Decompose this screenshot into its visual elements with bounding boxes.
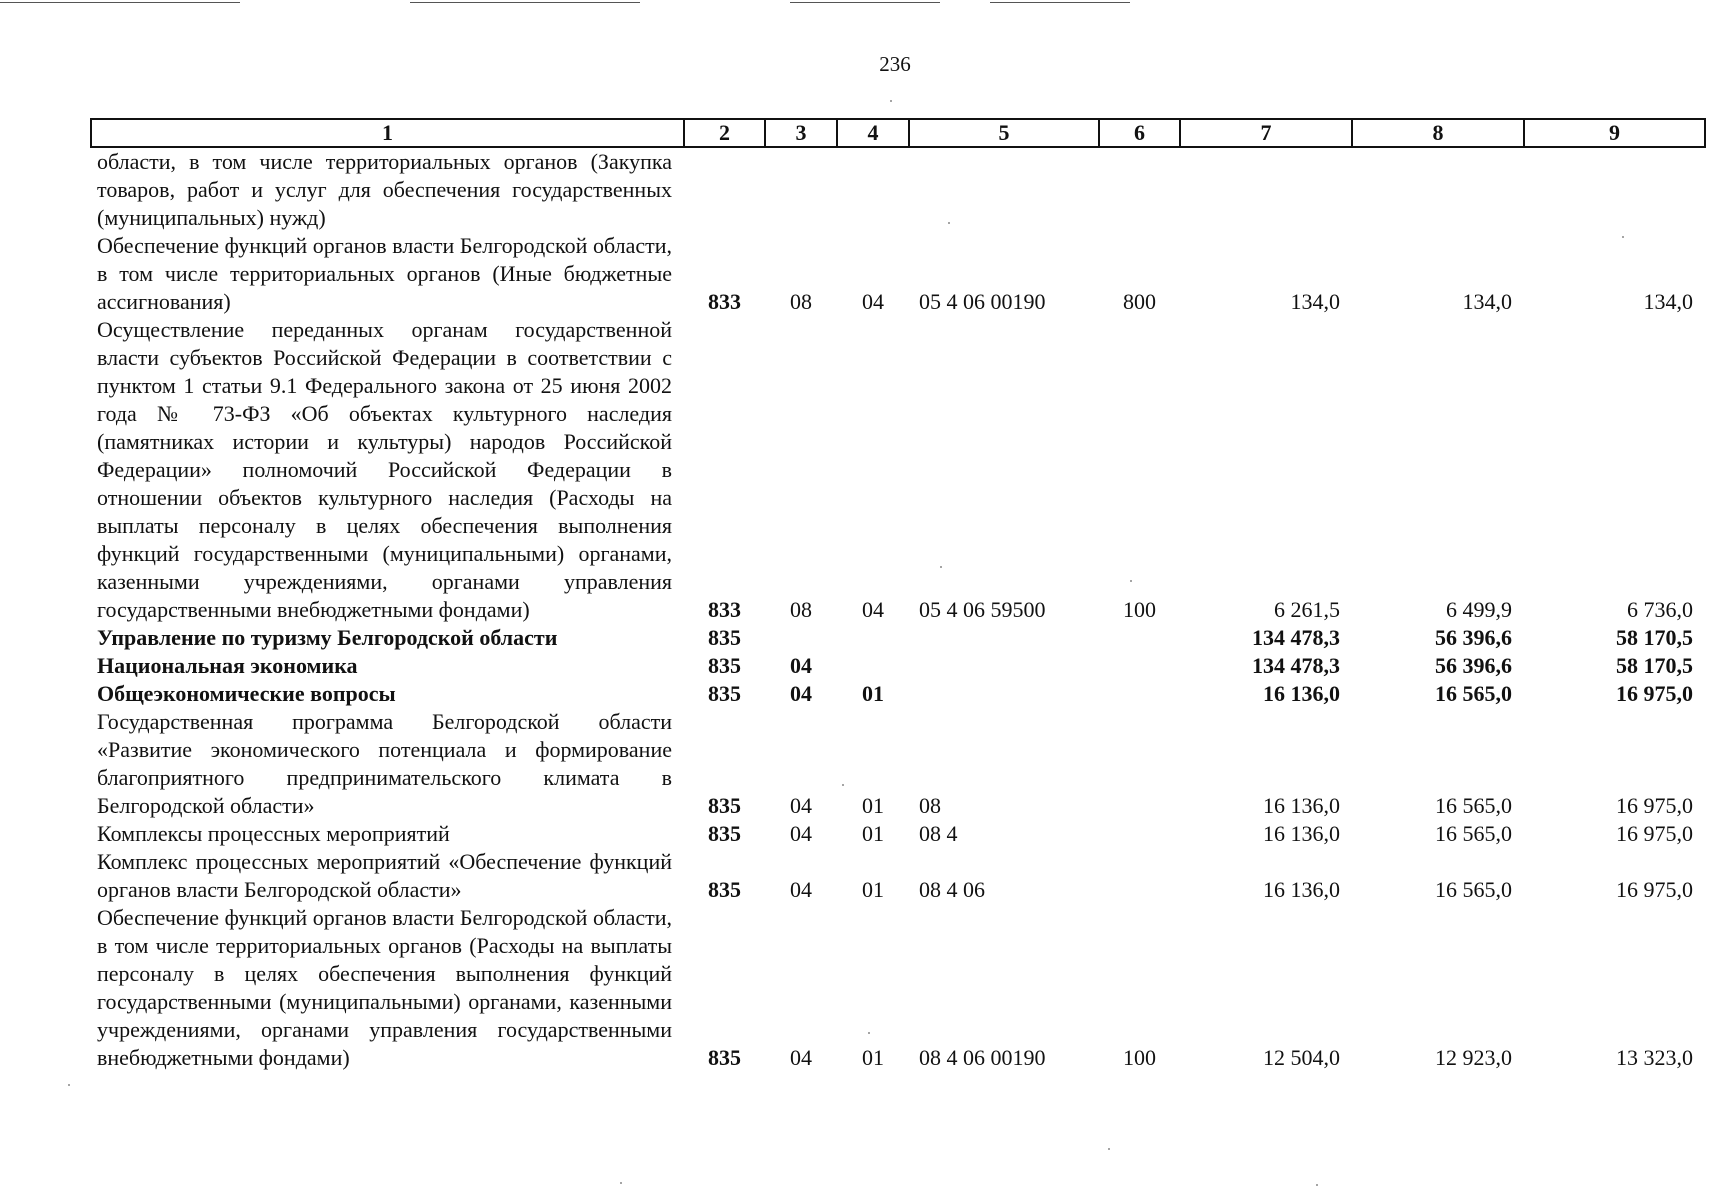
scan-edge-line xyxy=(790,2,940,3)
table-row xyxy=(91,848,1705,904)
header-col-7: 7 xyxy=(1180,119,1352,147)
cell-amount-year-2: 56 396,6 xyxy=(1435,625,1512,650)
cell-expense-type: 800 xyxy=(1123,289,1156,314)
cell-ministry-code: 835 xyxy=(708,793,741,818)
cell-target-article: 08 4 06 00190 xyxy=(919,1045,1046,1070)
cell-target-article: 08 4 xyxy=(919,821,958,846)
cell-section: 08 xyxy=(790,597,812,622)
cell-description: Общеэкономические вопросы xyxy=(97,681,396,706)
scan-speck xyxy=(1316,1184,1318,1186)
cell-section xyxy=(765,147,837,232)
cell-target-article xyxy=(909,680,1099,708)
table-header xyxy=(91,119,1705,147)
cell-amount-year-1: 16 136,0 xyxy=(1263,793,1340,818)
cell-subsection: 01 xyxy=(862,681,884,706)
cell-amount-year-2 xyxy=(1352,147,1524,232)
cell-description: Управление по туризму Белгородской области xyxy=(97,625,558,650)
cell-description: Обеспечение функций органов власти Белгородской области, в том числе территориальных органов (Иные бюджетные ассигнования) xyxy=(97,233,672,314)
cell-target-article: 08 xyxy=(919,793,941,818)
scan-edge-line xyxy=(990,2,1130,3)
cell-subsection: 04 xyxy=(862,289,884,314)
header-col-2: 2 xyxy=(684,119,765,147)
cell-section: 04 xyxy=(790,1045,812,1070)
cell-target-article: 05 4 06 00190 xyxy=(919,289,1046,314)
cell-amount-year-3: 13 323,0 xyxy=(1616,1045,1693,1070)
cell-amount-year-2: 16 565,0 xyxy=(1435,821,1512,846)
cell-amount-year-2: 16 565,0 xyxy=(1435,681,1512,706)
scan-speck xyxy=(1130,580,1132,582)
cell-amount-year-3: 134,0 xyxy=(1643,289,1693,314)
cell-ministry-code: 833 xyxy=(708,289,741,314)
cell-section: 04 xyxy=(790,877,812,902)
cell-amount-year-2: 16 565,0 xyxy=(1435,793,1512,818)
cell-target-article xyxy=(909,652,1099,680)
scan-edge-line xyxy=(0,2,240,3)
cell-subsection xyxy=(837,147,909,232)
cell-description: Национальная экономика xyxy=(97,653,358,678)
header-col-9: 9 xyxy=(1524,119,1705,147)
header-col-1: 1 xyxy=(91,119,684,147)
cell-subsection: 01 xyxy=(862,821,884,846)
cell-expense-type xyxy=(1099,820,1180,848)
header-col-5: 5 xyxy=(909,119,1099,147)
cell-description: Комплексы процессных мероприятий xyxy=(97,821,450,846)
cell-target-article: 08 4 06 xyxy=(919,877,985,902)
cell-description: Осуществление переданных органам государственной власти субъектов Российской Федерации в соответствии с пунктом 1 статьи 9.1 Федерального закона от 25 июня 2002 года № 73-ФЗ «Об объектах культурного наследия (памятниках истории и культуры) народов Российской Федерации» полномочий Российской Федерации в отношении объектов культурного наследия (Расходы на выплаты персоналу в целях обеспечения выполнения функций государственными (муниципальными) органами, казенными учреждениями, органами управления государственными внебюджетными фондами) xyxy=(97,317,672,622)
cell-amount-year-3: 58 170,5 xyxy=(1616,653,1693,678)
cell-target-article xyxy=(909,147,1099,232)
cell-ministry-code: 835 xyxy=(708,653,741,678)
header-col-8: 8 xyxy=(1352,119,1524,147)
cell-amount-year-1: 134 478,3 xyxy=(1252,653,1340,678)
cell-section: 04 xyxy=(790,793,812,818)
header-col-6: 6 xyxy=(1099,119,1180,147)
table-row xyxy=(91,232,1705,316)
table-row xyxy=(91,316,1705,624)
cell-subsection: 01 xyxy=(862,1045,884,1070)
cell-subsection xyxy=(837,624,909,652)
scan-speck xyxy=(948,222,950,224)
cell-amount-year-1 xyxy=(1180,147,1352,232)
budget-table xyxy=(90,118,1706,1072)
cell-expense-type: 100 xyxy=(1123,1045,1156,1070)
table-row xyxy=(91,904,1705,1072)
scan-speck xyxy=(940,566,942,568)
cell-section: 04 xyxy=(790,653,812,678)
cell-amount-year-3: 16 975,0 xyxy=(1616,877,1693,902)
header-col-4: 4 xyxy=(837,119,909,147)
scan-speck xyxy=(1108,1148,1110,1150)
cell-subsection: 01 xyxy=(862,877,884,902)
scan-speck xyxy=(1622,236,1624,238)
cell-ministry-code: 835 xyxy=(708,625,741,650)
cell-description: Обеспечение функций органов власти Белгородской области, в том числе территориальных органов (Расходы на выплаты персоналу в целях обеспечения выполнения функций государственными (муниципальными) органами, казенными учреждениями, органами управления государственными внебюджетными фондами) xyxy=(97,905,672,1070)
cell-amount-year-2: 16 565,0 xyxy=(1435,877,1512,902)
cell-amount-year-3: 6 736,0 xyxy=(1627,597,1693,622)
cell-amount-year-1: 134 478,3 xyxy=(1252,625,1340,650)
cell-amount-year-2: 12 923,0 xyxy=(1435,1045,1512,1070)
cell-section xyxy=(765,624,837,652)
cell-description: Государственная программа Белгородской области «Развитие экономического потенциала и формирование благоприятного предпринимательского климата в Белгородской области» xyxy=(97,709,672,818)
table-row xyxy=(91,147,1705,232)
cell-amount-year-1: 16 136,0 xyxy=(1263,877,1340,902)
cell-amount-year-1: 134,0 xyxy=(1290,289,1340,314)
cell-expense-type xyxy=(1099,708,1180,820)
cell-amount-year-1: 16 136,0 xyxy=(1263,821,1340,846)
cell-expense-type xyxy=(1099,680,1180,708)
cell-section: 08 xyxy=(790,289,812,314)
scan-speck xyxy=(620,1182,622,1184)
page-number: 236 xyxy=(879,52,911,76)
cell-subsection xyxy=(837,652,909,680)
scan-speck xyxy=(868,1032,870,1034)
cell-subsection: 04 xyxy=(862,597,884,622)
cell-section: 04 xyxy=(790,821,812,846)
scan-speck xyxy=(842,784,844,786)
cell-ministry-code: 833 xyxy=(708,597,741,622)
cell-section: 04 xyxy=(790,681,812,706)
cell-amount-year-3: 58 170,5 xyxy=(1616,625,1693,650)
cell-amount-year-1: 12 504,0 xyxy=(1263,1045,1340,1070)
table-row xyxy=(91,820,1705,848)
table-body xyxy=(91,147,1705,1072)
cell-ministry-code: 835 xyxy=(708,821,741,846)
cell-amount-year-2: 134,0 xyxy=(1462,289,1512,314)
cell-expense-type xyxy=(1099,624,1180,652)
header-col-3: 3 xyxy=(765,119,837,147)
cell-expense-type xyxy=(1099,147,1180,232)
cell-target-article: 05 4 06 59500 xyxy=(919,597,1046,622)
cell-target-article xyxy=(909,624,1099,652)
header-row xyxy=(91,119,1705,147)
cell-subsection: 01 xyxy=(862,793,884,818)
cell-ministry-code xyxy=(684,147,765,232)
cell-amount-year-3: 16 975,0 xyxy=(1616,681,1693,706)
table-row xyxy=(91,624,1705,652)
cell-amount-year-3: 16 975,0 xyxy=(1616,793,1693,818)
table-row xyxy=(91,680,1705,708)
cell-expense-type: 100 xyxy=(1123,597,1156,622)
table-row xyxy=(91,652,1705,680)
cell-expense-type xyxy=(1099,848,1180,904)
cell-amount-year-3 xyxy=(1524,147,1705,232)
cell-ministry-code: 835 xyxy=(708,681,741,706)
cell-amount-year-2: 6 499,9 xyxy=(1446,597,1512,622)
cell-expense-type xyxy=(1099,652,1180,680)
cell-amount-year-1: 6 261,5 xyxy=(1274,597,1340,622)
cell-amount-year-2: 56 396,6 xyxy=(1435,653,1512,678)
table-row xyxy=(91,708,1705,820)
cell-amount-year-3: 16 975,0 xyxy=(1616,821,1693,846)
scan-speck xyxy=(68,1084,70,1086)
scan-speck xyxy=(890,100,892,102)
cell-amount-year-1: 16 136,0 xyxy=(1263,681,1340,706)
cell-description: области, в том числе территориальных органов (Закупка товаров, работ и услуг для обеспечения государственных (муниципальных) нужд) xyxy=(97,149,672,230)
scan-edge-line xyxy=(410,2,640,3)
cell-ministry-code: 835 xyxy=(708,877,741,902)
cell-ministry-code: 835 xyxy=(708,1045,741,1070)
cell-description: Комплекс процессных мероприятий «Обеспечение функций органов власти Белгородской области» xyxy=(97,849,672,902)
